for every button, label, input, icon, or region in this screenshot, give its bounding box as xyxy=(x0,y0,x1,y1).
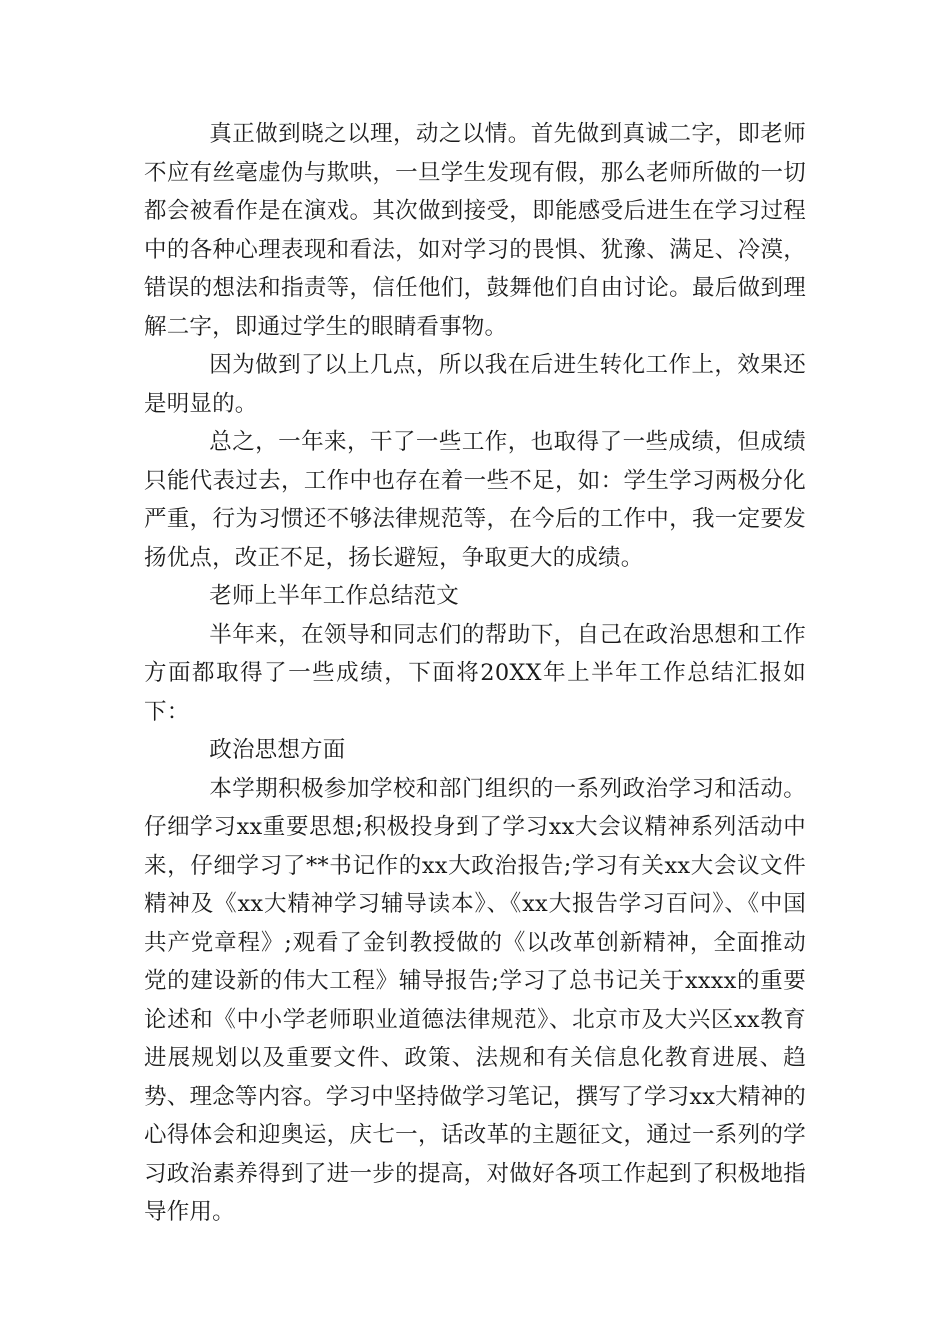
paragraph-sincerity: 真正做到晓之以理，动之以情。首先做到真诚二字，即老师不应有丝毫虚伪与欺哄，一旦学生发现有假，那么老师所做的一切都会被看作是在演戏。其次做到接受，即能感受后进生在学习过程中的各种心理表现和看法，如对学习的畏惧、犹豫、满足、冷漠，错误的想法和指责等，信任他们，鼓舞他们自由讨论。最后做到理解二字，即通过学生的眼睛看事物。 xyxy=(144,121,806,340)
section-title: 老师上半年工作总结范文 xyxy=(209,583,459,609)
paragraph-result: 因为做到了以上几点，所以我在后进生转化工作上，效果还是明显的。 xyxy=(144,352,806,417)
paragraph-political-study: 本学期积极参加学校和部门组织的一系列政治学习和活动。仔细学习xx重要思想;积极投身到了学习xx大会议精神系列活动中来，仔细学习了**书记作的xx大政治报告;学习有关xx大会议文件精神及《xx大精神学习辅导读本》、《xx大报告学习百问》、《中国共产党章程》;观看了金钊教授做的《以改革创新精神，全面推动党的建设新的伟大工程》辅导报告;学习了总书记关于xxxx的重要论述和《中小学老师职业道德法律规范》、北京市及大兴区xx教育进展规划以及重要文件、政策、法规和有关信息化教育进展、趋势、理念等内容。学习中坚持做学习笔记，撰写了学习xx大精神的心得体会和迎奥运，庆七一，话改革的主题征文，通过一系列的学习政治素养得到了进一步的提高，对做好各项工作起到了积极地指导作用。 xyxy=(144,775,806,1225)
paragraph-summary: 总之，一年来，干了一些工作，也取得了一些成绩，但成绩只能代表过去，工作中也存在着一些不足，如：学生学习两极分化严重，行为习惯还不够法律规范等，在今后的工作中，我一定要发扬优点，改正不足，扬长避短，争取更大的成绩。 xyxy=(144,429,806,571)
document-body xyxy=(144,115,806,1232)
paragraph-intro: 半年来，在领导和同志们的帮助下，自己在政治思想和工作方面都取得了一些成绩，下面将20XX年上半年工作总结汇报如下： xyxy=(144,621,806,725)
subsection-title: 政治思想方面 xyxy=(209,737,346,763)
